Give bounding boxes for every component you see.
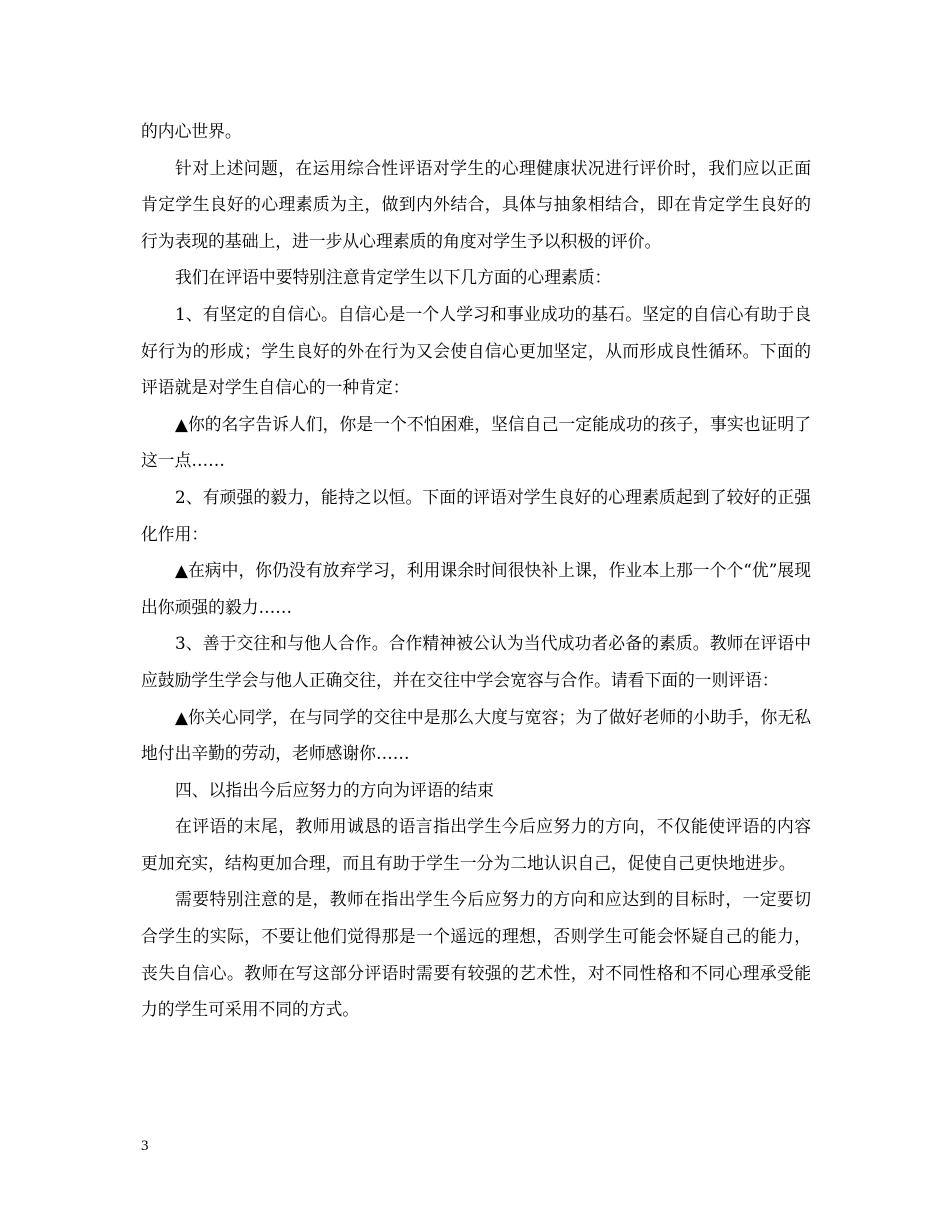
paragraph-lead-in: 我们在评语中要特别注意肯定学生以下几方面的心理素质： [175,267,612,288]
paragraph-example-2: ▲在病中，你仍没有放弃学习，利用课余时间很快补上课，作业本上那一个个“优”展现出你顽强的毅力…… [141,560,811,617]
paragraph-continuation: 的内心世界。 [141,121,242,141]
page-number: 3 [141,1138,149,1154]
paragraph-point-2: 2、有顽强的毅力，能持之以恒。下面的评语对学生良好的心理素质起到了较好的正强化作用： [141,486,811,544]
paragraph-example-1: ▲你的名字告诉人们，你是一个不怕困难，坚信自己一定能成功的孩子，事实也证明了这一点…… [141,413,811,471]
paragraph-section-body: 在评语的末尾，教师用诚恳的语言指出学生今后应努力的方向，不仅能使评语的内容更加充实，结构更加合理，而且有助于学生一分为二地认识自己，促使自己更快地进步。 [141,816,811,873]
paragraph-closing: 需要特别注意的是，教师在指出学生今后应努力的方向和应达到的目标时，一定要切合学生的实际，不要让他们觉得那是一个遥远的理想，否则学生可能会怀疑自己的能力，丧失自信心。教师在写这部分评语时需要有较强的艺术性，对不同性格和不同心理承受能力的学生可采用不同的方式。 [141,889,811,1020]
paragraph-point-1: 1、有坚定的自信心。自信心是一个人学习和事业成功的基石。坚定的自信心有助于良好行为的形成；学生良好的外在行为又会使自信心更加坚定，从而形成良性循环。下面的评语就是对学生自信心的一种肯定： [141,303,811,398]
paragraph-intro: 针对上述问题，在运用综合性评语对学生的心理健康状况进行评价时，我们应以正面肯定学生良好的心理素质为主，做到内外结合，具体与抽象相结合，即在肯定学生良好的行为表现的基础上，进一步从心理素质的角度对学生予以积极的评价。 [141,157,811,251]
section-heading: 四、以指出今后应努力的方向为评语的结束 [175,779,494,800]
document-body [141,113,811,1028]
paragraph-example-3: ▲你关心同学，在与同学的交往中是那么大度与宽容；为了做好老师的小助手，你无私地付出辛勤的劳动，老师感谢你…… [141,706,811,764]
paragraph-point-3: 3、善于交往和与他人合作。合作精神被公认为当代成功者必备的素质。教师在评语中应鼓励学生学会与他人正确交往，并在交往中学会宽容与合作。请看下面的一则评语： [141,633,811,690]
